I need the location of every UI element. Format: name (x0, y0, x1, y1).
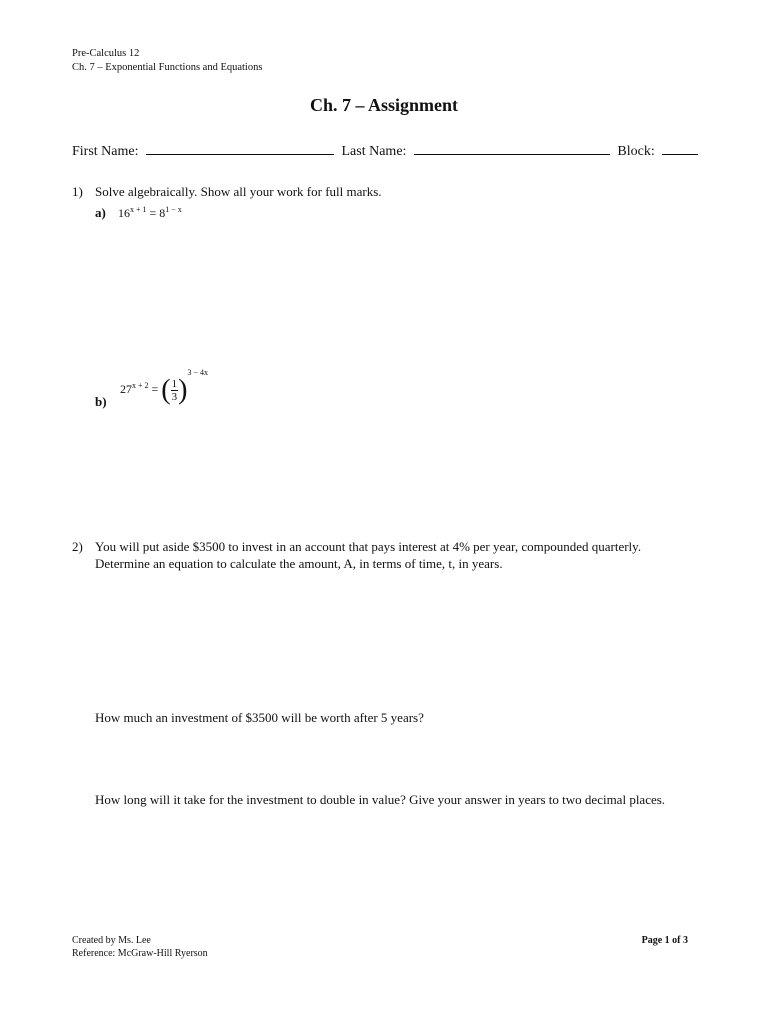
right-paren: ) (178, 374, 188, 406)
block-label: Block: (617, 144, 655, 159)
page-title: Ch. 7 – Assignment (309, 95, 459, 115)
q1a-exp-left: x + 1 (130, 205, 147, 214)
q2-line1: You will put aside $3500 to invest in an account that pays interest at 4% per year, compounded quarterly. (95, 539, 642, 554)
q1-instruction: Solve algebraically. Show all your work for full marks. (95, 184, 382, 199)
q1a-base-right: 8 (159, 206, 166, 220)
q1a-exp-right: 1 − x (165, 205, 182, 214)
q1b-label: b) (95, 394, 107, 409)
footer-created-by: Created by Ms. Lee (72, 935, 151, 946)
q2-part3: How long will it take for the investment to double in value? Give your answer in years to two decimal places. (95, 792, 666, 807)
q1-number: 1) (72, 184, 83, 199)
q1a-label: a) (95, 205, 106, 220)
page-of: of (669, 935, 683, 946)
last-name-blank[interactable] (414, 141, 610, 155)
footer-reference: Reference: McGraw-Hill Ryerson (72, 948, 208, 959)
q1b-frac-den: 3 (171, 390, 178, 403)
page-total: 3 (683, 935, 688, 946)
q1b-frac-num: 1 (171, 377, 178, 390)
first-name-blank[interactable] (146, 141, 334, 155)
last-name-label: Last Name: (341, 144, 407, 159)
page-current: 1 (664, 935, 670, 946)
q1b-equation (120, 368, 208, 404)
q1a-equals: = (149, 206, 157, 220)
q2-line2: Determine an equation to calculate the amount, A, in terms of time, t, in years. (95, 556, 503, 571)
first-name-label: First Name: (72, 144, 139, 159)
student-info-row (72, 141, 702, 161)
block-blank[interactable] (662, 141, 698, 155)
q1a-base-left: 16 (118, 206, 130, 220)
q1b-exp-left: x + 2 (132, 381, 149, 390)
q1b-equals: = (151, 382, 159, 396)
left-paren: ( (161, 374, 171, 406)
q1b-exp-right: 3 − 4x (187, 368, 208, 377)
course-name: Pre-Calculus 12 (72, 48, 140, 59)
q1b-base-left: 27 (120, 382, 132, 396)
q2-number: 2) (72, 539, 83, 554)
q2-part2: How much an investment of $3500 will be worth after 5 years? (95, 710, 424, 725)
page-number (642, 934, 688, 947)
chapter-name: Ch. 7 – Exponential Functions and Equations (72, 62, 263, 73)
q1b-fraction (171, 378, 179, 403)
page-prefix: Page (641, 935, 665, 946)
q1a-equation (118, 205, 182, 221)
